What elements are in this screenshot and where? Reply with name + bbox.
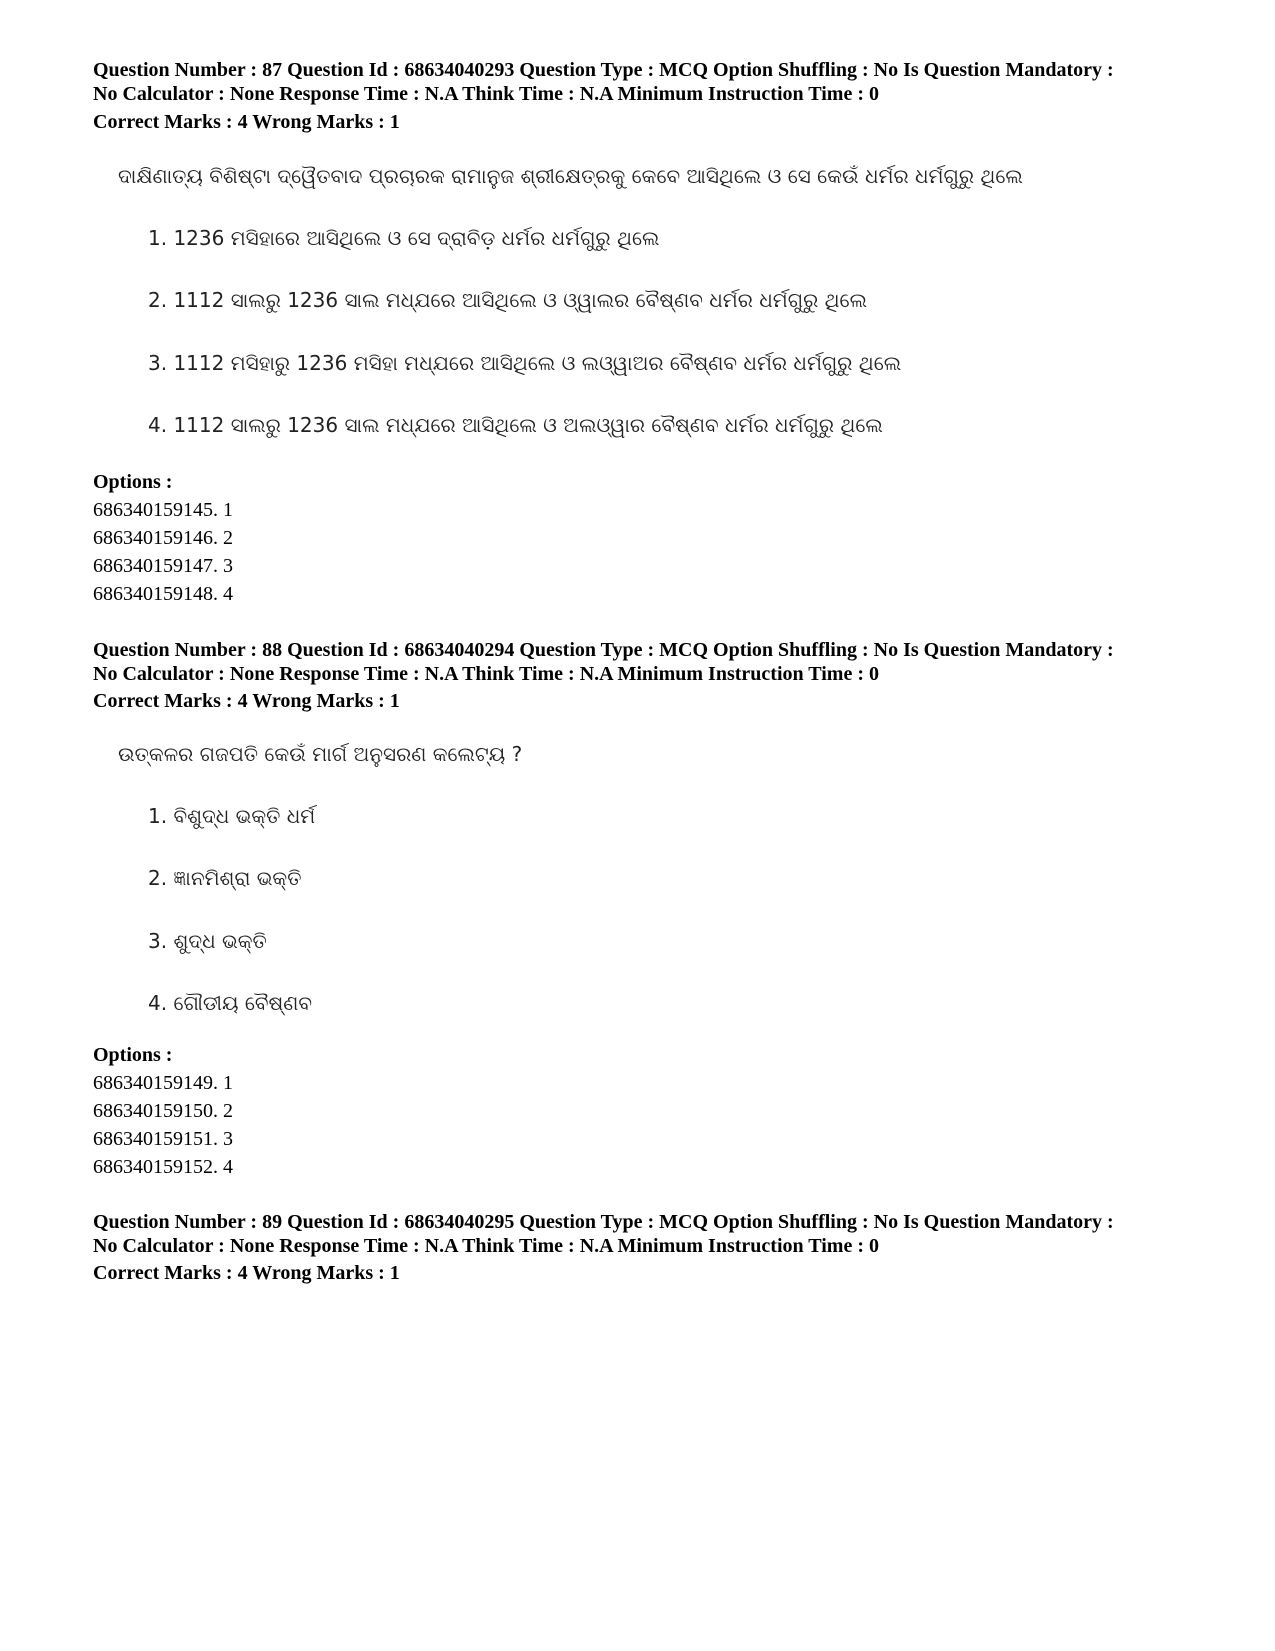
question-meta-line: Question Number : 88 Question Id : 68634040294 Question Type : MCQ Option Shuffling : No Is Question Mandatory : [93, 639, 1114, 661]
question-meta-line: Question Number : 89 Question Id : 68634040295 Question Type : MCQ Option Shuffling : No Is Question Mandatory : [93, 1211, 1114, 1233]
question-87-meta [93, 58, 1203, 106]
question-88-choice-3: 3. ଶୁଦ୍ଧ ଭକ୍ତି [148, 929, 267, 953]
question-88-option: 686340159149. 1 [93, 1072, 233, 1094]
question-meta-line: No Calculator : None Response Time : N.A Think Time : N.A Minimum Instruction Time : 0 [93, 1235, 879, 1257]
question-meta-line: No Calculator : None Response Time : N.A Think Time : N.A Minimum Instruction Time : 0 [93, 83, 879, 105]
question-88-marks: Correct Marks : 4 Wrong Marks : 1 [93, 690, 400, 712]
question-87-marks: Correct Marks : 4 Wrong Marks : 1 [93, 111, 400, 133]
question-88-option: 686340159150. 2 [93, 1100, 233, 1122]
question-87-option: 686340159146. 2 [93, 527, 233, 549]
question-88-choice-1: 1. ବିଶୁଦ୍ଧ ଭକ୍ତି ଧର୍ମ [148, 804, 316, 828]
question-88-option: 686340159152. 4 [93, 1156, 233, 1178]
question-87-option: 686340159147. 3 [93, 555, 233, 577]
question-88-choice-4: 4. ଗୌଡୀୟ ବୈଷ୍ଣବ [148, 991, 313, 1015]
question-88-meta [93, 638, 1203, 686]
question-87-options-label: Options : [93, 471, 173, 493]
question-87-choice-3: 3. 1112 ମସିହାରୁ 1236 ମସିହା ମଧ୍ଯରେ ଆସିଥିଲେ ଓ ଲଓ୍ୱାଅର ବୈଷ୍ଣବ ଧର୍ମର ଧର୍ମଗୁରୁ ଥିଲେ [148, 351, 902, 375]
question-88-stem: ଉତ୍କଳର ଗଜପତି କେଉଁ ମାର୍ଗ ଅନୁସରଣ କଲେଟ୍ୟ ? [118, 742, 523, 766]
question-87-option: 686340159148. 4 [93, 583, 233, 605]
question-89-marks: Correct Marks : 4 Wrong Marks : 1 [93, 1262, 400, 1284]
question-87-choice-4: 4. 1112 ସାଲରୁ 1236 ସାଲ ମଧ୍ଯରେ ଆସିଥିଲେ ଓ ଅଲଓ୍ୱାର ବୈଷ୍ଣବ ଧର୍ମର ଧର୍ମଗୁରୁ ଥିଲେ [148, 413, 883, 437]
question-89-meta [93, 1210, 1203, 1258]
question-87-choice-1: 1. 1236 ମସିହାରେ ଆସିଥିଲେ ଓ ସେ ଦ୍ରାବିଡ଼ ଧର୍ମର ଧର୍ମଗୁରୁ ଥିଲେ [148, 226, 660, 250]
question-87-option: 686340159145. 1 [93, 499, 233, 521]
question-88-option: 686340159151. 3 [93, 1128, 233, 1150]
question-87-choice-2: 2. 1112 ସାଲରୁ 1236 ସାଲ ମଧ୍ଯରେ ଆସିଥିଲେ ଓ ଓ୍ୱାଲର ବୈଷ୍ଣବ ଧର୍ମର ଧର୍ମଗୁରୁ ଥିଲେ [148, 288, 867, 312]
question-88-choice-2: 2. ଜ୍ଞାନମିଶ୍ରା ଭକ୍ତି [148, 866, 302, 890]
question-meta-line: Question Number : 87 Question Id : 68634040293 Question Type : MCQ Option Shuffling : No Is Question Mandatory : [93, 59, 1114, 81]
question-87-stem: ଦାକ୍ଷିଣାତ୍ୟ ବିଶିଷ୍ଟା ଦ୍ୱୈତବାଦ ପ୍ରଚାରକ ରାମାନୁଜ ଶ୍ରୀକ୍ଷେତ୍ରକୁ କେବେ ଆସିଥିଲେ ଓ ସେ କେଉଁ ଧର୍ମର ଧର୍ମଗୁରୁ ଥିଲେ [118, 164, 1023, 188]
question-88-options-label: Options : [93, 1044, 173, 1066]
question-meta-line: No Calculator : None Response Time : N.A Think Time : N.A Minimum Instruction Time : 0 [93, 663, 879, 685]
